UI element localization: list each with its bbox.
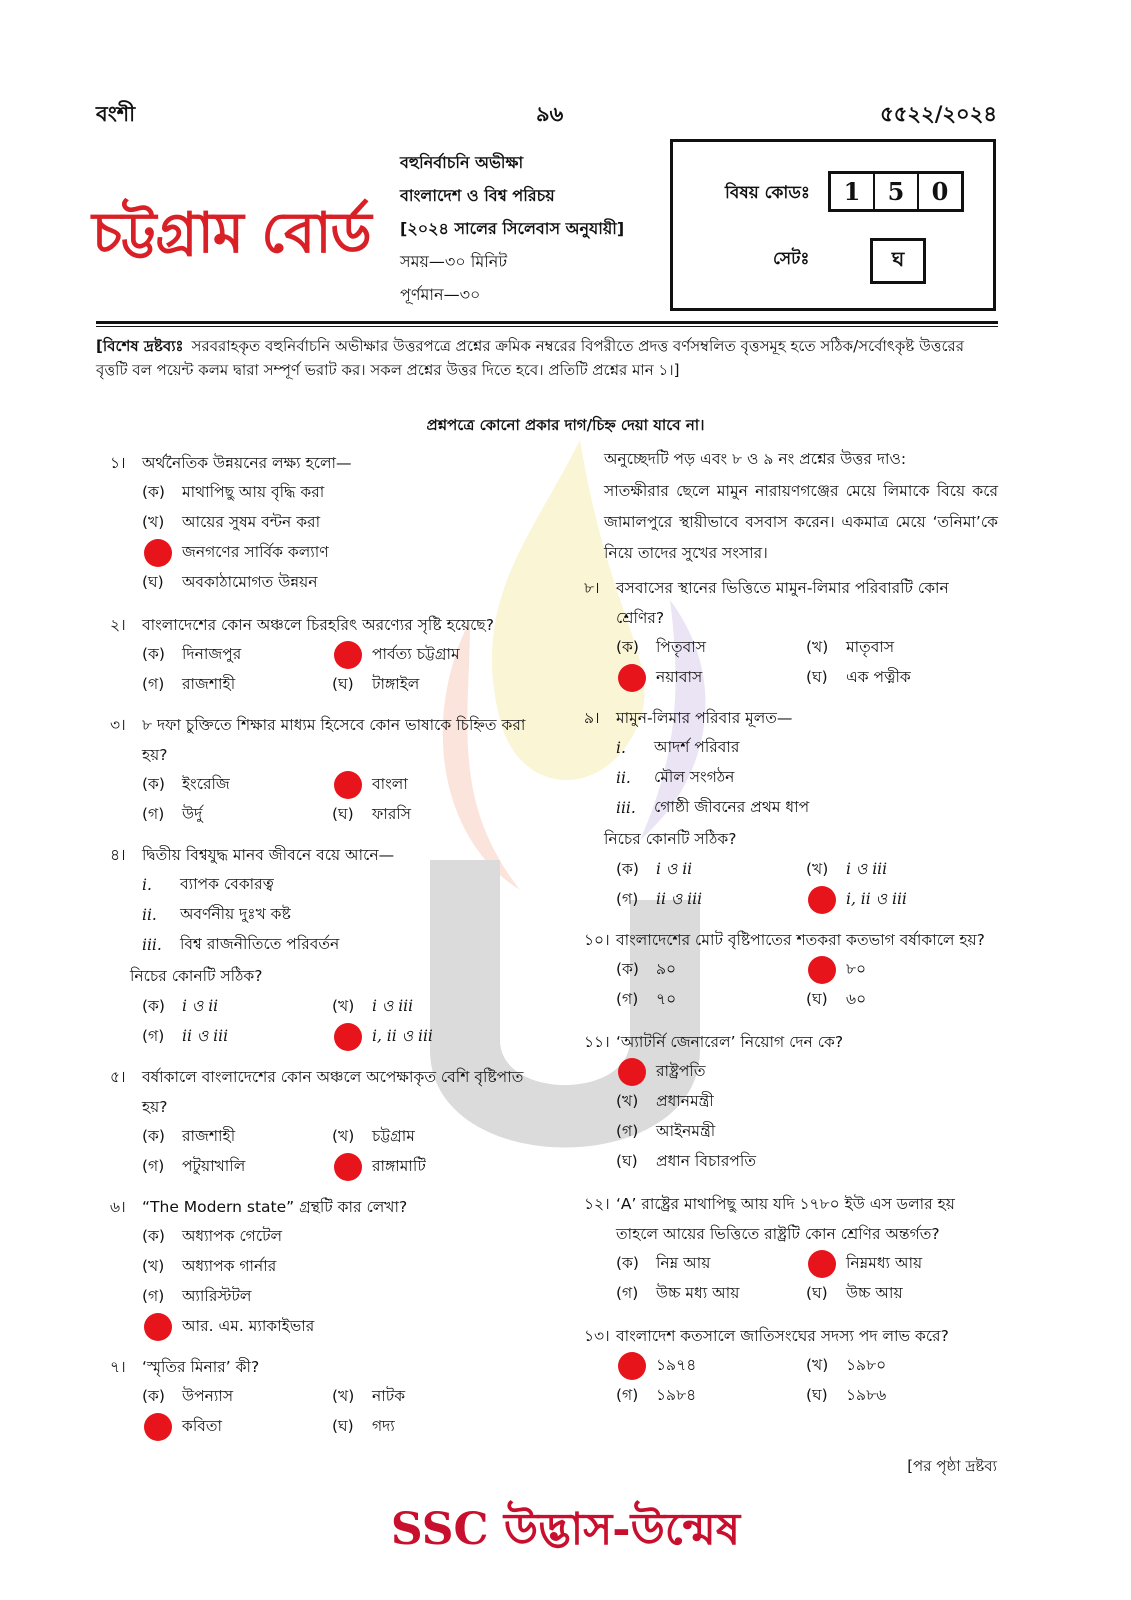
question xyxy=(110,1352,530,1442)
question xyxy=(584,1027,998,1177)
option-text: চট্টগ্রাম xyxy=(372,1127,415,1145)
filled-answer-bubble xyxy=(808,956,836,984)
option-text: নিম্ন আয় xyxy=(656,1254,711,1272)
no-mark-warning: প্রশ্নপত্রে কোনো প্রকার দাগ/চিহ্ন দেয়া যাবে না। xyxy=(426,416,705,434)
option-label: (ঘ) xyxy=(332,1417,354,1435)
answer-option xyxy=(142,1382,332,1412)
set-label: সেটঃ xyxy=(773,249,810,269)
options xyxy=(142,478,530,598)
option-label: (ঘ) xyxy=(806,990,828,1008)
answer-option xyxy=(142,1022,332,1052)
question xyxy=(110,710,530,830)
options xyxy=(616,855,998,915)
filled-answer-bubble xyxy=(144,1413,172,1441)
question xyxy=(584,1321,998,1411)
option-label: (ক) xyxy=(142,1127,165,1145)
answer-option xyxy=(616,1057,998,1087)
option-label: (গ) xyxy=(142,1027,165,1045)
options xyxy=(142,992,530,1052)
filled-answer-bubble xyxy=(808,1250,836,1278)
exam-time: সময়—৩০ মিনিট xyxy=(400,252,508,271)
answer-option xyxy=(332,1412,532,1442)
code-digit: 0 xyxy=(931,177,949,206)
option-text: প্রধানমন্ত্রী xyxy=(656,1092,714,1110)
options xyxy=(616,955,998,1015)
answer-option xyxy=(142,538,530,568)
answer-option xyxy=(142,1252,530,1282)
option-label: (ঘ) xyxy=(332,675,354,693)
option-label: (ক) xyxy=(142,775,165,793)
answer-option xyxy=(142,1412,332,1442)
question-text: ‘A’ রাষ্ট্রের মাথাপিছু আয় যদি ১৭৮০ ইউ এস ডলার হয় তাহলে আয়ের ভিত্তিতে রাষ্ট্রটি কোন শ্রেণির অন্তর্গত? xyxy=(616,1195,955,1243)
option-label: (গ) xyxy=(142,805,165,823)
roman-numeral: ii. xyxy=(142,906,157,924)
notice-text: সরবরাহকৃত বহুনির্বাচনি অভীক্ষার উত্তরপত্রে প্রশ্নের ক্রমিক নম্বরের বিপরীতে প্রদত্ত বর্ণসম্বলিত বৃত্তসমূহ হতে সঠিক/সর্বোৎকৃষ্ট উত্তরের বৃত্তটি বল পয়েন্ট কলম দ্বারা সম্পূর্ণ ভরাট কর। সকল প্রশ্নের উত্তর দিতে হবে। প্রতিটি প্রশ্নের মান ১।] xyxy=(96,337,965,379)
notice-heading: [বিশেষ দ্রষ্টব্যঃ xyxy=(96,337,184,355)
options xyxy=(142,1382,530,1442)
option-label: (ঘ) xyxy=(332,805,354,823)
roman-numeral: i. xyxy=(142,876,152,894)
question-number: ৩। xyxy=(110,716,126,734)
option-text: মাতৃবাস xyxy=(846,638,895,656)
roman-statement xyxy=(142,870,530,900)
options xyxy=(142,1122,530,1182)
option-text: ১৯৮০ xyxy=(846,1356,887,1374)
option-text: ৯০ xyxy=(656,960,677,978)
roman-text: বিশ্ব রাজনীতিতে পরিবর্তন xyxy=(180,935,340,953)
option-text: উচ্চ আয় xyxy=(846,1284,903,1302)
option-label: (ঘ) xyxy=(616,1152,638,1170)
brand-footer: SSC উদ্ভাস-উন্মেষ xyxy=(390,1504,741,1555)
answer-option xyxy=(616,663,806,693)
answer-option xyxy=(142,670,332,700)
question xyxy=(110,1062,530,1182)
option-text: পটুয়াখালি xyxy=(182,1157,246,1175)
option-label: (খ) xyxy=(806,1356,829,1374)
filled-answer-bubble xyxy=(618,1352,646,1380)
question xyxy=(584,1189,998,1309)
option-label: (গ) xyxy=(616,1284,639,1302)
option-text: রাঙ্গামাটি xyxy=(372,1157,426,1175)
next-page-note: [পর পৃষ্ঠা দ্রষ্টব্য xyxy=(907,1457,997,1475)
set-value: ঘ xyxy=(870,238,926,284)
option-text: পিতৃবাস xyxy=(656,638,706,656)
roman-numeral: iii. xyxy=(142,936,162,954)
question-number: ৫। xyxy=(110,1068,126,1086)
answer-option xyxy=(332,992,532,1022)
options xyxy=(142,770,530,830)
passage-intro: অনুচ্ছেদটি পড় এবং ৮ ও ৯ নং প্রশ্নের উত্তর দাও: xyxy=(604,450,907,468)
roman-statement xyxy=(616,763,998,793)
option-label: (ঘ) xyxy=(806,1284,828,1302)
roman-statement xyxy=(616,793,998,823)
option-text: i, ii ও iii xyxy=(372,1027,433,1045)
option-label: (গ) xyxy=(142,1287,165,1305)
roman-statement xyxy=(142,930,530,960)
option-text: উপন্যাস xyxy=(182,1387,234,1405)
option-text: প্রধান বিচারপতি xyxy=(656,1152,756,1170)
answer-option xyxy=(142,1222,530,1252)
question-number: ১২। xyxy=(584,1195,610,1213)
question-stem xyxy=(110,1062,530,1122)
roman-text: মৌল সংগঠন xyxy=(654,768,735,786)
question-number: ৪। xyxy=(110,846,126,864)
option-text: ইংরেজি xyxy=(182,775,230,793)
answer-option xyxy=(616,855,806,885)
option-text: i ও ii xyxy=(656,860,693,878)
option-text: এক পত্নীক xyxy=(846,668,911,686)
filled-answer-bubble xyxy=(334,641,362,669)
option-label: (ক) xyxy=(616,1254,639,1272)
answer-option xyxy=(142,800,332,830)
option-text: অবকাঠামোগত উন্নয়ন xyxy=(182,573,318,591)
question-number: ১০। xyxy=(584,931,610,949)
answer-option xyxy=(616,885,806,915)
answer-option xyxy=(616,1351,806,1381)
answer-option xyxy=(142,640,332,670)
option-text: ১৯৮৪ xyxy=(656,1386,697,1404)
answer-option xyxy=(142,1312,530,1342)
option-text: রাষ্ট্রপতি xyxy=(656,1062,706,1080)
option-label: (খ) xyxy=(332,1127,355,1145)
option-label: (ক) xyxy=(142,645,165,663)
answer-option xyxy=(332,800,532,830)
which-correct-prompt: নিচের কোনটি সঠিক? xyxy=(130,967,263,985)
question-stem xyxy=(110,448,530,478)
option-label: (ক) xyxy=(142,1227,165,1245)
option-text: অধ্যাপক গার্নার xyxy=(182,1257,277,1275)
subject-code-digits xyxy=(828,171,964,212)
option-label: (ক) xyxy=(616,960,639,978)
roman-statement xyxy=(142,900,530,930)
question-text: ‘অ্যাটর্নি জেনারেল’ নিয়োগ দেন কে? xyxy=(616,1033,844,1051)
options xyxy=(142,1222,530,1342)
option-text: ১৯৮৬ xyxy=(846,1386,887,1404)
question-text: বর্ষাকালে বাংলাদেশের কোন অঞ্চলে অপেক্ষাকৃত বেশি বৃষ্টিপাত হয়? xyxy=(142,1068,524,1116)
answer-option xyxy=(142,992,332,1022)
option-text: উচ্চ মধ্য আয় xyxy=(656,1284,740,1302)
answer-option xyxy=(806,855,1006,885)
answer-option xyxy=(142,1152,332,1182)
option-text: জনগণের সার্বিক কল্যাণ xyxy=(182,543,329,561)
option-text: আর. এম. ম্যাকাইভার xyxy=(182,1317,315,1335)
option-label: (ঘ) xyxy=(806,1386,828,1404)
answer-option xyxy=(142,1282,530,1312)
option-label: (গ) xyxy=(616,1386,639,1404)
subject-name: বাংলাদেশ ও বিশ্ব পরিচয় xyxy=(400,186,555,205)
reference-number: ৫৫২২/২০২৪ xyxy=(880,102,997,126)
option-text: বাংলা xyxy=(372,775,408,793)
answer-option xyxy=(142,1122,332,1152)
option-text: অ্যারিস্টটল xyxy=(182,1287,252,1305)
answer-option xyxy=(616,955,806,985)
answer-option xyxy=(806,1249,1006,1279)
question-stem xyxy=(110,840,530,870)
filled-answer-bubble xyxy=(334,1153,362,1181)
option-text: উর্দু xyxy=(182,805,203,823)
option-text: টাঙ্গাইল xyxy=(372,675,420,693)
question-number: ৬। xyxy=(110,1198,126,1216)
question-stem xyxy=(110,1352,530,1382)
question-text: “The Modern state” গ্রন্থটি কার লেখা? xyxy=(142,1198,408,1216)
option-text: i ও iii xyxy=(846,860,888,878)
question-stem xyxy=(584,1189,998,1249)
answer-option xyxy=(806,1351,1006,1381)
roman-text: গোষ্ঠী জীবনের প্রথম ধাপ xyxy=(654,798,810,816)
question-stem xyxy=(584,1027,998,1057)
question-text: বসবাসের স্থানের ভিত্তিতে মামুন-লিমার পরিবারটি কোন শ্রেণির? xyxy=(616,579,949,627)
divider xyxy=(96,326,998,327)
question-number: ৭। xyxy=(110,1358,126,1376)
option-text: নয়াবাস xyxy=(656,668,703,686)
option-label: (খ) xyxy=(332,997,355,1015)
question-stem xyxy=(584,573,998,633)
option-label: (খ) xyxy=(142,513,165,531)
option-text: আয়ের সুষম বন্টন করা xyxy=(182,513,321,531)
exam-info xyxy=(400,146,624,311)
option-text: ফারসি xyxy=(372,805,412,823)
option-text: ii ও iii xyxy=(656,890,703,908)
answer-option xyxy=(616,1087,998,1117)
answer-option xyxy=(806,985,1006,1015)
option-text: i, ii ও iii xyxy=(846,890,907,908)
answer-option xyxy=(806,885,1006,915)
roman-statement xyxy=(616,733,998,763)
publisher-name: বংশী xyxy=(96,102,136,126)
question-number: ৮। xyxy=(584,579,600,597)
question-text: ‘স্মৃতির মিনার’ কী? xyxy=(142,1358,260,1376)
divider xyxy=(96,321,998,324)
question-number: ৯। xyxy=(584,709,600,727)
filled-answer-bubble xyxy=(144,539,172,567)
option-label: (খ) xyxy=(332,1387,355,1405)
options xyxy=(616,1057,998,1177)
option-text: দিনাজপুর xyxy=(182,645,242,663)
board-title: চট্টগ্রাম বোর্ড xyxy=(92,201,371,266)
answer-option xyxy=(616,1249,806,1279)
filled-answer-bubble xyxy=(618,664,646,692)
answer-option xyxy=(332,670,532,700)
answer-option xyxy=(332,770,532,800)
option-label: (গ) xyxy=(142,1157,165,1175)
syllabus-note: [২০২৪ সালের সিলেবাস অনুযায়ী] xyxy=(400,219,625,238)
options xyxy=(616,1249,998,1309)
which-correct-prompt: নিচের কোনটি সঠিক? xyxy=(604,830,737,848)
answer-option xyxy=(142,568,530,598)
answer-option xyxy=(616,633,806,663)
roman-numeral: i. xyxy=(616,739,626,757)
question xyxy=(110,1192,530,1342)
question-stem xyxy=(584,703,998,733)
answer-option xyxy=(142,770,332,800)
option-label: (খ) xyxy=(806,638,829,656)
option-label: (গ) xyxy=(142,675,165,693)
answer-option xyxy=(806,633,1006,663)
option-text: রাজশাহী xyxy=(182,1127,236,1145)
question-text: মামুন-লিমার পরিবার মূলত— xyxy=(616,709,793,727)
question xyxy=(110,448,530,598)
full-marks: পূর্ণমান—৩০ xyxy=(400,285,481,304)
option-text: নাটক xyxy=(372,1387,406,1405)
option-label: (ক) xyxy=(142,1387,165,1405)
option-text: নিম্নমধ্য আয় xyxy=(846,1254,923,1272)
question-text: বাংলাদেশ কতসালে জাতিসংঘের সদস্য পদ লাভ করে? xyxy=(616,1327,949,1345)
right-column xyxy=(584,444,998,1419)
question-text: বাংলাদেশের কোন অঞ্চলে চিরহরিৎ অরণ্যের সৃষ্টি হয়েছে? xyxy=(142,616,494,634)
answer-option xyxy=(142,478,530,508)
subject-code-label: বিষয় কোডঃ xyxy=(725,183,810,203)
answer-option xyxy=(616,1117,998,1147)
roman-text: অবর্ণনীয় দুঃখ কষ্ট xyxy=(180,905,291,923)
question-stem xyxy=(110,710,530,770)
filled-answer-bubble xyxy=(618,1058,646,1086)
passage-text: সাতক্ষীরার ছেলে মামুন নারায়ণগঞ্জের মেয়ে লিমাকে বিয়ে করে জামালপুরে স্থায়ীভাবে বসবাস করেন। একমাত্র মেয়ে ‘তনিমা’কে নিয়ে তাদের সুখের সংসার। xyxy=(604,482,998,562)
question-stem xyxy=(584,925,998,955)
option-label: (খ) xyxy=(616,1092,639,1110)
question-number: ২। xyxy=(110,616,126,634)
answer-option xyxy=(616,1381,806,1411)
answer-option xyxy=(806,1279,1006,1309)
option-label: (ক) xyxy=(616,860,639,878)
option-label: (গ) xyxy=(616,890,639,908)
question-text: অর্থনৈতিক উন্নয়নের লক্ষ্য হলো— xyxy=(142,454,352,472)
filled-answer-bubble xyxy=(808,886,836,914)
option-text: রাজশাহী xyxy=(182,675,236,693)
option-label: (ক) xyxy=(142,997,165,1015)
question-stem xyxy=(110,1192,530,1222)
question-text: দ্বিতীয় বিশ্বযুদ্ধ মানব জীবনে বয়ে আনে— xyxy=(142,846,395,864)
option-text: i ও ii xyxy=(182,997,219,1015)
question xyxy=(584,925,998,1015)
code-digit: 5 xyxy=(875,174,919,209)
option-text: ৬০ xyxy=(846,990,867,1008)
option-text: ii ও iii xyxy=(182,1027,229,1045)
options xyxy=(616,633,998,693)
filled-answer-bubble xyxy=(144,1313,172,1341)
filled-answer-bubble xyxy=(334,771,362,799)
question-number: ১১। xyxy=(584,1033,610,1051)
option-text: কবিতা xyxy=(182,1417,223,1435)
filled-answer-bubble xyxy=(334,1023,362,1051)
options xyxy=(142,640,530,700)
question-number: ১। xyxy=(110,454,126,472)
question-stem xyxy=(584,1321,998,1351)
option-text: গদ্য xyxy=(372,1417,395,1435)
question xyxy=(584,573,998,693)
answer-option xyxy=(332,1022,532,1052)
page-number: ৯৬ xyxy=(536,102,564,126)
roman-numeral: ii. xyxy=(616,769,631,787)
answer-option xyxy=(616,985,806,1015)
answer-option xyxy=(332,1122,532,1152)
question xyxy=(110,610,530,700)
option-label: (গ) xyxy=(616,990,639,1008)
option-label: (খ) xyxy=(806,860,829,878)
option-text: i ও iii xyxy=(372,997,414,1015)
exam-type: বহুনির্বাচনি অভীক্ষা xyxy=(400,153,524,172)
option-text: ৭০ xyxy=(656,990,677,1008)
left-column xyxy=(110,448,530,1450)
question-stem xyxy=(110,610,530,640)
code-digit: 1 xyxy=(831,174,875,209)
answer-option xyxy=(616,1279,806,1309)
question-text: বাংলাদেশের মোট বৃষ্টিপাতের শতকরা কতভাগ বর্ষাকালে হয়? xyxy=(616,931,985,949)
option-label: (ঘ) xyxy=(142,573,164,591)
answer-option xyxy=(332,1152,532,1182)
option-label: (ক) xyxy=(142,483,165,501)
answer-option xyxy=(616,1147,998,1177)
answer-option xyxy=(332,1382,532,1412)
option-text: ১৯৭৪ xyxy=(656,1356,697,1374)
answer-option xyxy=(806,1381,1006,1411)
question xyxy=(584,703,998,915)
special-notice xyxy=(96,334,998,382)
roman-numeral: iii. xyxy=(616,799,636,817)
answer-option xyxy=(332,640,532,670)
roman-text: ব্যাপক বেকারত্ব xyxy=(180,875,274,893)
option-text: আইনমন্ত্রী xyxy=(656,1122,716,1140)
answer-option xyxy=(806,955,1006,985)
option-text: ৮০ xyxy=(846,960,867,978)
option-label: (ঘ) xyxy=(806,668,828,686)
option-text: মাথাপিছু আয় বৃদ্ধি করা xyxy=(182,483,325,501)
roman-text: আদর্শ পরিবার xyxy=(654,738,740,756)
option-label: (গ) xyxy=(616,1122,639,1140)
option-text: অধ্যাপক গেটেল xyxy=(182,1227,283,1245)
answer-option xyxy=(806,663,1006,693)
question xyxy=(110,840,530,1052)
options xyxy=(616,1351,998,1411)
subject-code-box xyxy=(670,139,996,311)
question-text: ৮ দফা চুক্তিতে শিক্ষার মাধ্যম হিসেবে কোন ভাষাকে চিহ্নিত করা হয়? xyxy=(142,716,526,764)
question-number: ১৩। xyxy=(584,1327,610,1345)
option-label: (ক) xyxy=(616,638,639,656)
option-label: (খ) xyxy=(142,1257,165,1275)
option-text: পার্বত্য চট্টগ্রাম xyxy=(372,645,460,663)
answer-option xyxy=(142,508,530,538)
